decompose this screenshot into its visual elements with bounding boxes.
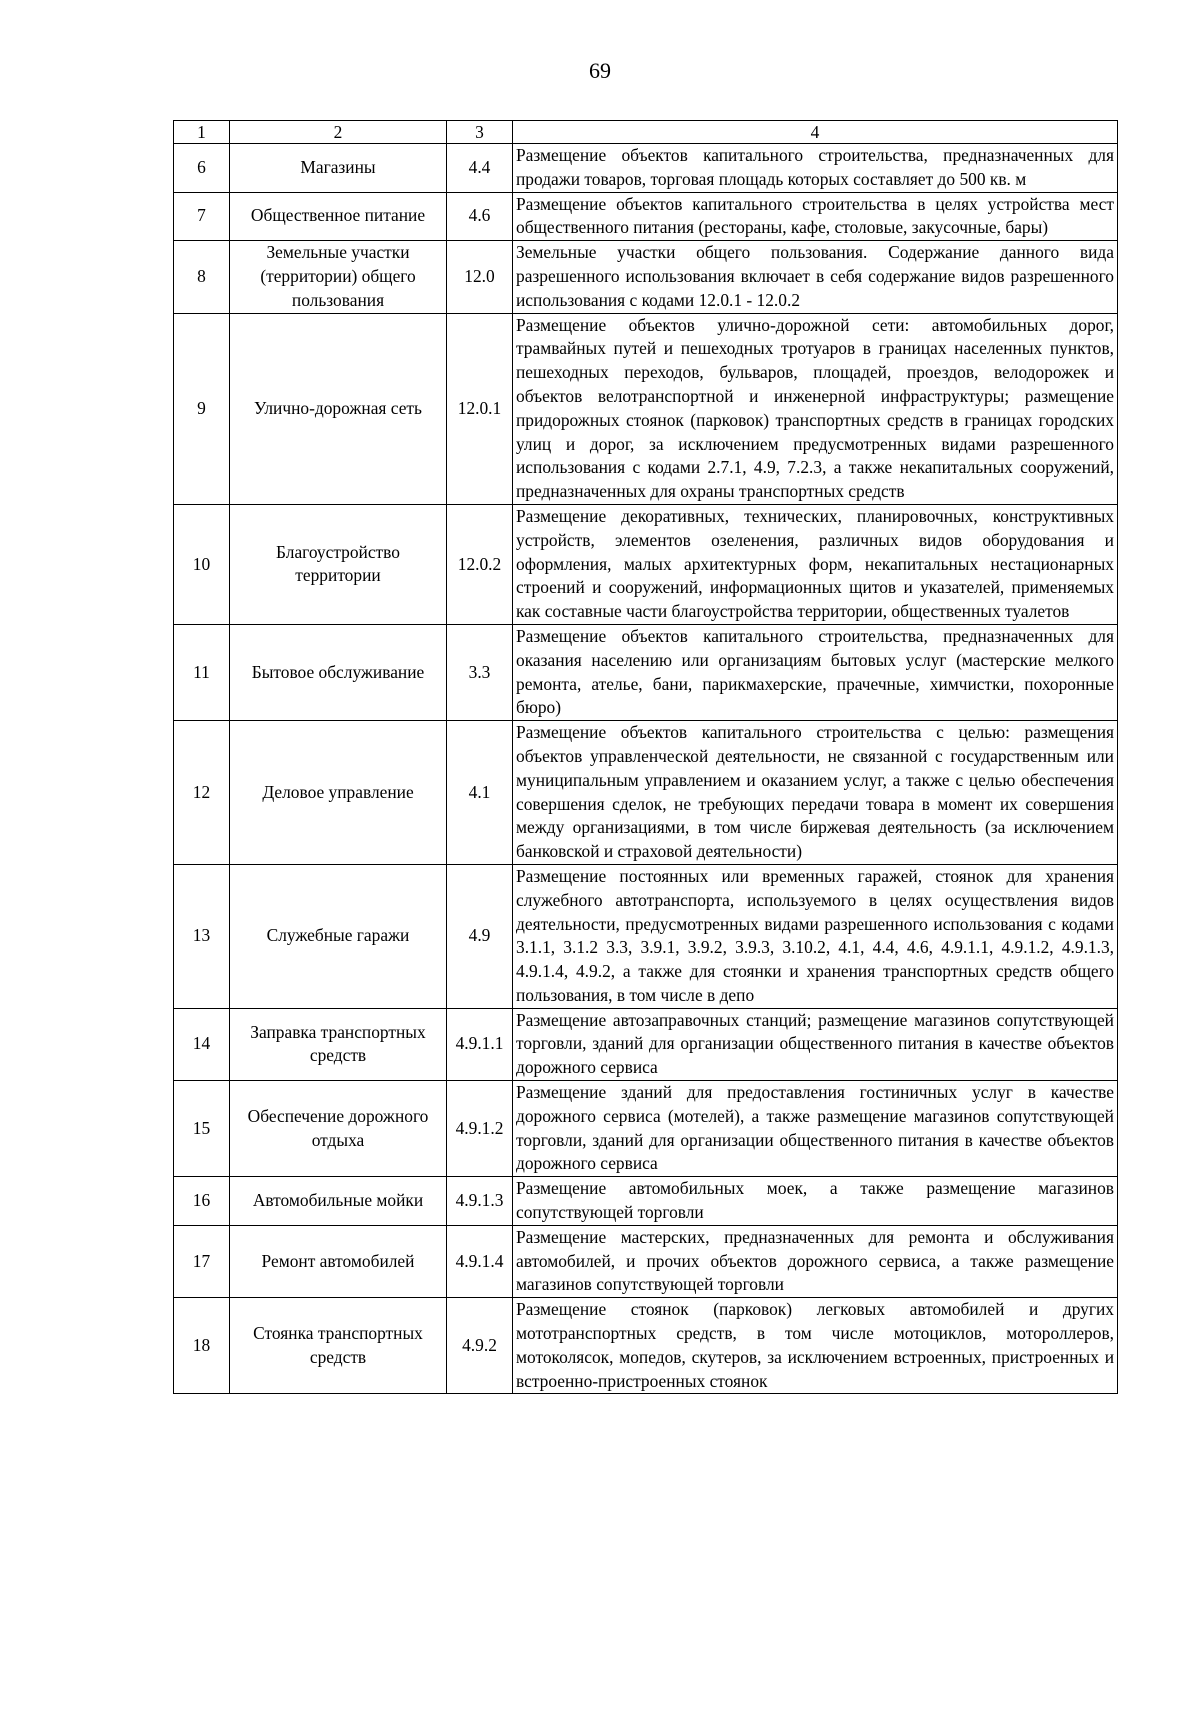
use-type-name: Благоустройство территории bbox=[230, 504, 447, 624]
use-type-description: Земельные участки общего пользования. Содержание данного вида разрешенного использования включает в себя содержание видов разрешенного использования с кодами 12.0.1 - 12.0.2 bbox=[513, 241, 1118, 313]
table-row bbox=[174, 721, 1118, 865]
use-type-description: Размещение объектов капитального строительства с целью: размещения объектов управленческой деятельности, не связанной с государственным или муниципальным управлением и оказанием услуг, а также с целью обеспечения совершения сделок, не требующих передачи товара в момент их совершения между организациями, в том числе биржевая деятельность (за исключением банковской и страховой деятельности) bbox=[513, 721, 1118, 865]
table-row bbox=[174, 1225, 1118, 1297]
use-type-description: Размещение мастерских, предназначенных для ремонта и обслуживания автомобилей, и прочих объектов дорожного сервиса, а также размещение магазинов сопутствующей торговли bbox=[513, 1225, 1118, 1297]
use-type-code: 4.1 bbox=[447, 721, 513, 865]
use-type-description: Размещение зданий для предоставления гостиничных услуг в качестве дорожного сервиса (мотелей), а также размещение магазинов сопутствующей торговли, зданий для организации общественного питания в качестве объектов дорожного сервиса bbox=[513, 1081, 1118, 1177]
use-type-description: Размещение объектов капитального строительства, предназначенных для продажи товаров, торговая площадь которых составляет до 500 кв. м bbox=[513, 144, 1118, 193]
use-type-name: Бытовое обслуживание bbox=[230, 624, 447, 720]
use-type-description: Размещение декоративных, технических, планировочных, конструктивных устройств, элементов озеленения, различных видов оборудования и оформления, малых архитектурных форм, некапитальных нестационарных строений и сооружений, информационных щитов и указателей, применяемых как составные части благоустройства территории, общественных туалетов bbox=[513, 504, 1118, 624]
use-type-description: Размещение объектов улично-дорожной сети: автомобильных дорог, трамвайных путей и пешеходных тротуаров в границах населенных пунктов, пешеходных переходов, бульваров, площадей, проездов, велодорожек и объектов велотранспортной и инженерной инфраструктуры; размещение придорожных стоянок (парковок) транспортных средств в границах городских улиц и дорог, за исключением предусмотренных видами разрешенного использования с кодами 2.7.1, 4.9, 7.2.3, а также некапитальных сооружений, предназначенных для охраны транспортных средств bbox=[513, 313, 1118, 504]
use-type-description: Размещение объектов капитального строительства в целях устройства мест общественного питания (рестораны, кафе, столовые, закусочные, бары) bbox=[513, 192, 1118, 241]
row-number: 12 bbox=[174, 721, 230, 865]
use-type-code: 12.0 bbox=[447, 241, 513, 313]
table-row bbox=[174, 624, 1118, 720]
use-type-code: 4.9.2 bbox=[447, 1298, 513, 1394]
use-type-name: Автомобильные мойки bbox=[230, 1177, 447, 1226]
use-type-description: Размещение объектов капитального строительства, предназначенных для оказания населению или организациям бытовых услуг (мастерские мелкого ремонта, ателье, бани, парикмахерские, прачечные, химчистки, похоронные бюро) bbox=[513, 624, 1118, 720]
row-number: 15 bbox=[174, 1081, 230, 1177]
use-type-code: 3.3 bbox=[447, 624, 513, 720]
use-type-name: Ремонт автомобилей bbox=[230, 1225, 447, 1297]
use-type-description: Размещение постоянных или временных гаражей, стоянок для хранения служебного автотранспорта, используемого в целях осуществления видов деятельности, предусмотренных видами разрешенного использования с кодами 3.1.1, 3.1.2 3.3, 3.9.1, 3.9.2, 3.9.3, 3.10.2, 4.1, 4.4, 4.6, 4.9.1.1, 4.9.1.2, 4.9.1.3, 4.9.1.4, 4.9.2, а также для стоянки и хранения транспортных средств общего пользования, в том числе в депо bbox=[513, 864, 1118, 1008]
use-type-name: Магазины bbox=[230, 144, 447, 193]
row-number: 16 bbox=[174, 1177, 230, 1226]
table-row bbox=[174, 1298, 1118, 1394]
row-number: 14 bbox=[174, 1008, 230, 1080]
row-number: 17 bbox=[174, 1225, 230, 1297]
use-type-name: Служебные гаражи bbox=[230, 864, 447, 1008]
use-type-code: 4.4 bbox=[447, 144, 513, 193]
use-type-name: Деловое управление bbox=[230, 721, 447, 865]
header-col-3: 3 bbox=[447, 121, 513, 144]
row-number: 9 bbox=[174, 313, 230, 504]
use-type-code: 4.9.1.2 bbox=[447, 1081, 513, 1177]
land-use-table bbox=[173, 120, 1118, 1394]
table-row bbox=[174, 1081, 1118, 1177]
use-type-name: Улично-дорожная сеть bbox=[230, 313, 447, 504]
use-type-code: 12.0.2 bbox=[447, 504, 513, 624]
use-type-code: 4.9.1.1 bbox=[447, 1008, 513, 1080]
row-number: 13 bbox=[174, 864, 230, 1008]
page-number: 69 bbox=[589, 58, 611, 83]
use-type-name: Стоянка транспортных средств bbox=[230, 1298, 447, 1394]
header-col-2: 2 bbox=[230, 121, 447, 144]
table-row bbox=[174, 192, 1118, 241]
row-number: 6 bbox=[174, 144, 230, 193]
use-type-description: Размещение автозаправочных станций; размещение магазинов сопутствующей торговли, зданий для организации общественного питания в качестве объектов дорожного сервиса bbox=[513, 1008, 1118, 1080]
row-number: 8 bbox=[174, 241, 230, 313]
use-type-code: 4.9 bbox=[447, 864, 513, 1008]
row-number: 10 bbox=[174, 504, 230, 624]
use-type-name: Обеспечение дорожного отдыха bbox=[230, 1081, 447, 1177]
use-type-code: 12.0.1 bbox=[447, 313, 513, 504]
table-row bbox=[174, 144, 1118, 193]
use-type-code: 4.9.1.3 bbox=[447, 1177, 513, 1226]
use-type-name: Земельные участки (территории) общего пользования bbox=[230, 241, 447, 313]
row-number: 7 bbox=[174, 192, 230, 241]
header-col-4: 4 bbox=[513, 121, 1118, 144]
row-number: 11 bbox=[174, 624, 230, 720]
use-type-name: Общественное питание bbox=[230, 192, 447, 241]
table-row bbox=[174, 1008, 1118, 1080]
use-type-description: Размещение стоянок (парковок) легковых автомобилей и других мототранспортных средств, в том числе мотоциклов, мотороллеров, мотоколясок, мопедов, скутеров, за исключением встроенных, пристроенных и встроенно-пристроенных стоянок bbox=[513, 1298, 1118, 1394]
table-row bbox=[174, 504, 1118, 624]
table-row bbox=[174, 1177, 1118, 1226]
row-number: 18 bbox=[174, 1298, 230, 1394]
table-row bbox=[174, 313, 1118, 504]
use-type-name: Заправка транспортных средств bbox=[230, 1008, 447, 1080]
table-row bbox=[174, 864, 1118, 1008]
use-type-description: Размещение автомобильных моек, а также размещение магазинов сопутствующей торговли bbox=[513, 1177, 1118, 1226]
use-type-code: 4.6 bbox=[447, 192, 513, 241]
use-type-code: 4.9.1.4 bbox=[447, 1225, 513, 1297]
header-col-1: 1 bbox=[174, 121, 230, 144]
table-row bbox=[174, 241, 1118, 313]
header-row bbox=[174, 121, 1118, 144]
